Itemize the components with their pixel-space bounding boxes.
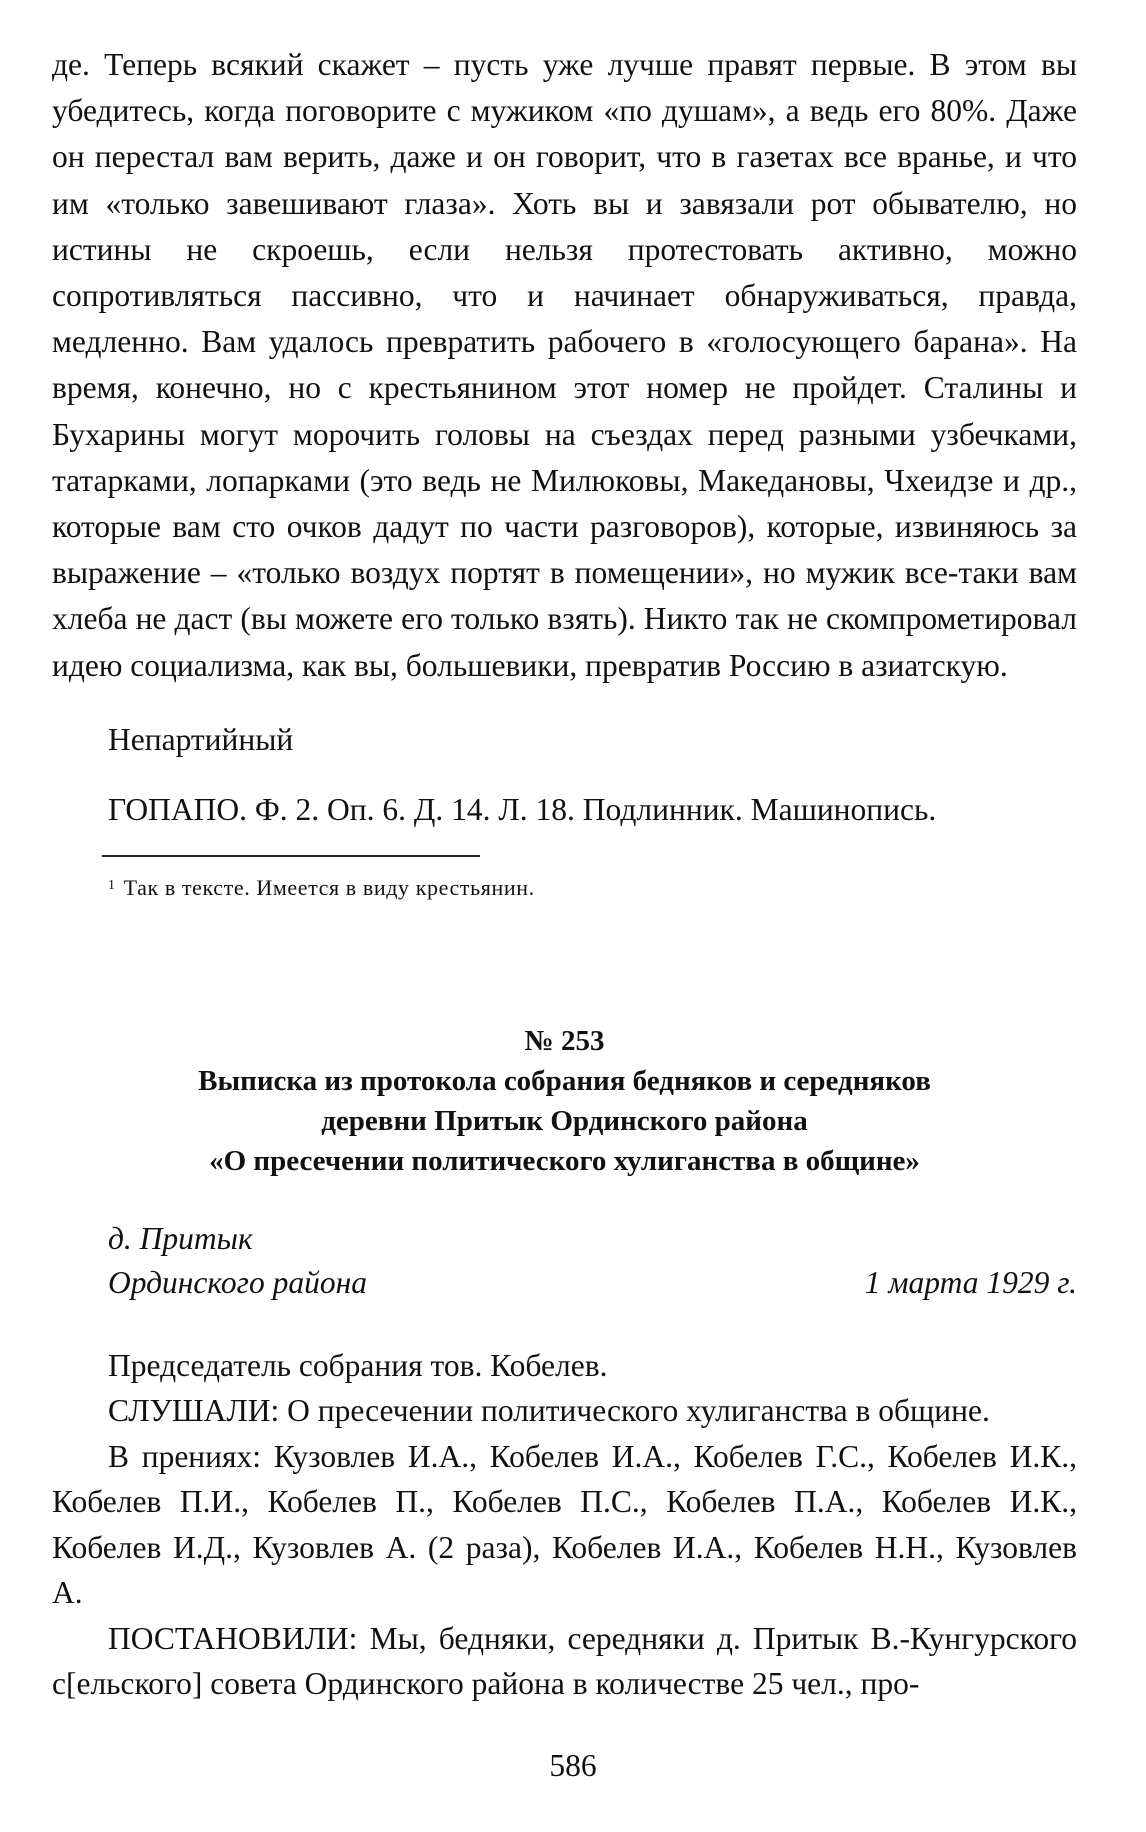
footnote-divider: [102, 855, 480, 857]
book-page: [52, 42, 1077, 1707]
page-number: 586: [549, 1748, 597, 1783]
document-title-line-1: Выписка из протокола собрания бедняков и середняков: [198, 1064, 931, 1097]
chairman-line: Председатель собрания тов. Кобелев.: [108, 1347, 608, 1383]
heard-line: СЛУШАЛИ: О пресечении политического хулиганства в общине.: [108, 1393, 990, 1429]
continuation-paragraph: де. Теперь всякий скажет – пусть уже лучше правят первые. В этом вы убедитесь, когда поговорите с мужиком «по душам», а ведь его 80%. Даже он перестал вам верить, даже и он говорит, что в газетах все вранье, и что им «только завешивают глаза». Хоть вы и завязали рот обывателю, но истины не скроешь, если нельзя протестовать активно, можно сопротивляться пассивно, что и начинает обнаруживаться, правда, медленно. Вам удалось превратить рабочего в «голосующего барана». На время, конечно, но с крестьянином этот номер не пройдет. Сталины и Бухарины могут морочить головы на съездах перед разными узбечками, татарками, лопарками (это ведь не Милюковы, Македанoвы, Чхеидзе и др., которые вам сто очков дадут по части разговоров), которые, извиняюсь за выражение – «только воздух портят в помещении», но мужик все-таки вам хлеба не даст (вы можете его только взять). Никто так не скомпрометировал идею социализма, как вы, большевики, превратив Россию в азиатскую.: [52, 47, 1077, 683]
footnote-text: Так в тексте. Имеется в виду крестьянин.: [123, 874, 535, 900]
document-title-line-2: деревни Притык Ординского района: [321, 1104, 808, 1137]
place-line-2: Ординского района: [108, 1264, 367, 1300]
resolved-paragraph: ПОСТАНОВИЛИ: Мы, бедняки, середняки д. Притык В.-Кунгурского с[ельского] совета Ординского района в количестве 25 чел., про-: [52, 1620, 1077, 1702]
letter-signature: Непартийный: [108, 721, 294, 757]
place-and-date: [52, 1217, 1077, 1305]
document-date: 1 марта 1929 г.: [864, 1264, 1077, 1300]
meeting-minutes: [52, 1343, 1077, 1707]
document-number: № 253: [524, 1024, 605, 1057]
footnote: [108, 871, 1077, 903]
document-heading: [52, 1021, 1077, 1181]
debate-paragraph: В прениях: Кузовлев И.А., Кобелев И.А., Кобелев Г.С., Кобелев И.К., Кобелев П.И., Кобелев П., Кобелев П.С., Кобелев П.А., Кобелев И.К., Кобелев И.Д., Кузовлев А. (2 раза), Кобелев И.А., Кобелев Н.Н., Кузовлев А.: [52, 1438, 1077, 1611]
document-title-line-3: «О пресечении политического хулиганства в общине»: [209, 1144, 920, 1177]
footnote-marker: 1: [108, 877, 116, 893]
place-line-1: д. Притык: [108, 1220, 253, 1256]
archive-reference: ГОПАПО. Ф. 2. Оп. 6. Д. 14. Л. 18. Подлинник. Машинопись.: [108, 791, 937, 827]
